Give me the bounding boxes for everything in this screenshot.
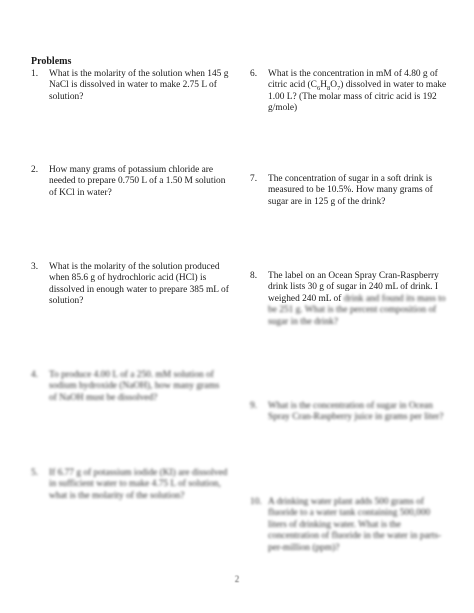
problem-number: 7. xyxy=(250,174,258,184)
problem-text: What is the concentration in mM of 4.80 g of citric acid $(C_6H_8O_7)$ dissolved in water to make 1.00 L? (The molar mass of citric acid is 192 g/mole) xyxy=(268,69,447,114)
problem-number: 5. xyxy=(31,468,39,478)
problem-number: 9. xyxy=(250,401,258,411)
problem-number: 2. xyxy=(31,165,39,175)
problem-2 xyxy=(31,165,229,199)
problem-number: 1. xyxy=(31,69,39,79)
problem-number: 10. xyxy=(250,497,262,507)
problem-number: 6. xyxy=(250,69,258,79)
problem-4 xyxy=(31,370,229,404)
problem-5 xyxy=(31,468,229,502)
problem-text-clear: The label on an Ocean Spray Cran-Raspberry drink lists 30 g of sugar in 240 mL of drink. I weighed 240 mL of xyxy=(268,271,439,304)
problem-8 xyxy=(250,271,450,328)
problem-text: To produce 4.00 L of a 250. mM solution of sodium hydroxide (NaOH), how many grams of NaOH must be dissolved? xyxy=(49,370,220,403)
problem-number: 4. xyxy=(31,370,39,380)
problem-text: A drinking water plant adds 500 grams of fluoride to a water tank containing 500,000 liters of drinking water. What is the concentration of fluoride in the water in parts-per-million (ppm)? xyxy=(268,497,442,553)
problem-3 xyxy=(31,262,229,308)
problem-text: How many grams of potassium chloride are needed to prepare 0.750 L of a 1.50 M solution of KCl in water? xyxy=(49,165,226,198)
problem-10 xyxy=(250,497,450,554)
problem-7 xyxy=(250,174,450,208)
page-heading: Problems xyxy=(31,56,72,67)
problem-9 xyxy=(250,401,450,424)
problem-text: The concentration of sugar in a soft drink is measured to be 10.5%. How many grams of sugar are in 125 g of the drink? xyxy=(268,174,433,207)
problem-number: 8. xyxy=(250,271,258,281)
problem-text: What is the concentration of sugar in Ocean Spray Cran-Raspberry juice in grams per liter? xyxy=(268,401,444,423)
page-number: 2 xyxy=(234,574,240,584)
problem-text-blurred: drink and found its mass to be 251 g. What is the percent composition of sugar in the drink? xyxy=(268,293,446,327)
problem-text xyxy=(268,271,450,328)
problem-text: What is the molarity of the solution when 145 g NaCl is dissolved in water to make 2.75 L of solution? xyxy=(49,69,229,102)
problem-number: 3. xyxy=(31,262,39,272)
problem-1 xyxy=(31,69,229,103)
problem-text: What is the molarity of the solution produced when 85.6 g of hydrochloric acid (HCl) is dissolved in enough water to prepare 385 mL of solution? xyxy=(49,262,229,307)
problem-6 xyxy=(250,69,450,115)
problem-text: If 6.77 g of potassium iodide (KI) are dissolved in sufficient water to make 4.75 L of solution, what is the molarity of the solution? xyxy=(49,468,228,501)
